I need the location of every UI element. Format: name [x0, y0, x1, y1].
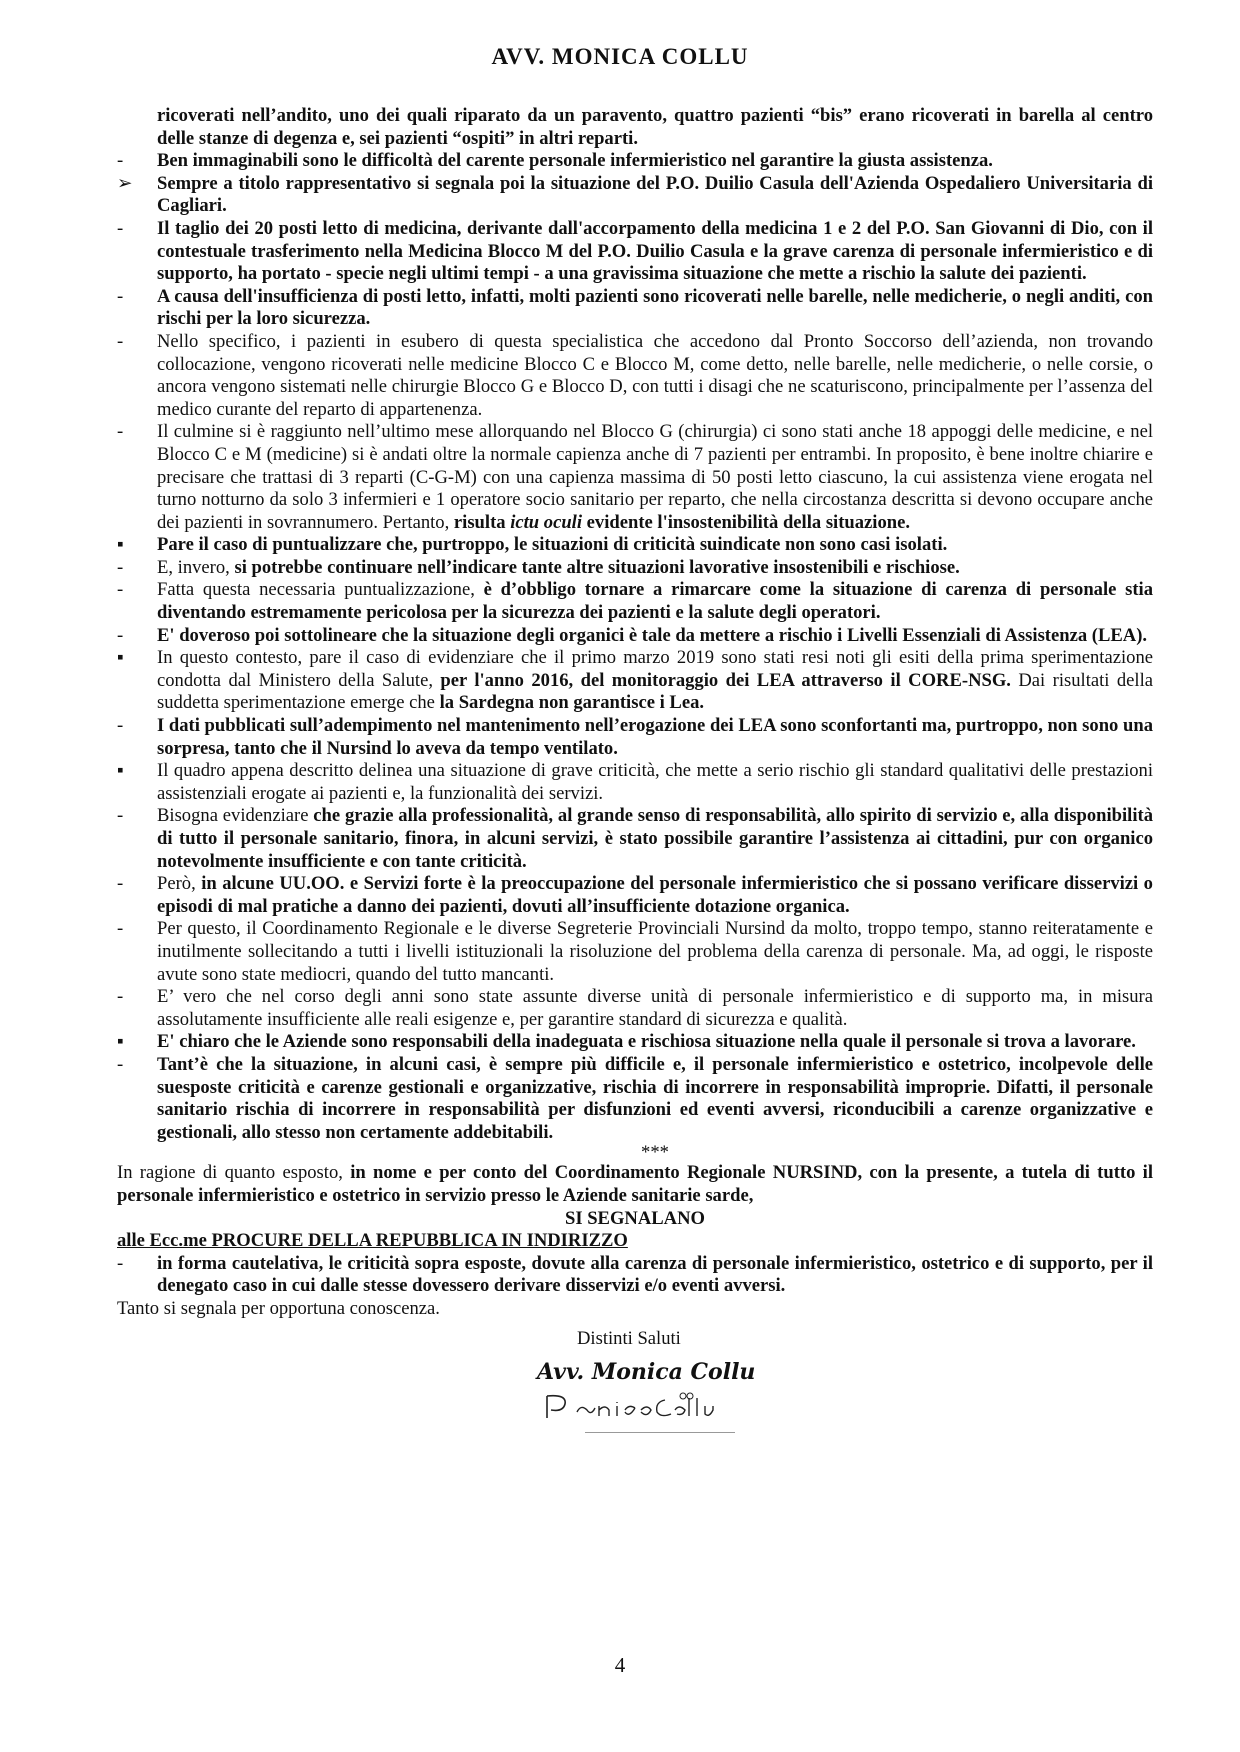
text-segment: E’ vero che nel corso degli anni sono state assunte diverse unità di personale infermieristico e di supporto ma, in misura assolutamente insufficiente alle reali esigenze e, per garantire standard di sicurezza e qualità. [157, 986, 1153, 1030]
bullet-marker: ▪ [117, 647, 124, 669]
bullet-marker: - [117, 986, 124, 1008]
signature-name: Avv. Monica Collu [537, 1359, 756, 1386]
text-segment: Il quadro appena descritto delinea una situazione di grave criticità, che mette a serio rischio gli standard qualitativi delle prestazioni assistenziali erogate ai pazienti e, la funzionalità dei servizi. [157, 760, 1153, 804]
list-item [117, 625, 1153, 648]
text-segment: Per questo, il Coordinamento Regionale e le diverse Segreterie Provinciali Nursind da molto, troppo tempo, stanno reiteratamente e inutilmente sollecitando a tutti i livelli istituzionali la risoluzione del problema della carenza di personale. Ma, ad oggi, le risposte avute sono state mediocri, quando del tutto mancanti. [157, 918, 1153, 985]
final-list-item [117, 1253, 1153, 1298]
list-item [117, 579, 1153, 624]
bullet-marker: - [117, 715, 124, 737]
bullet-marker: - [117, 873, 124, 895]
list-item [117, 1054, 1153, 1144]
text-segment: che grazie alla professionalità, al grande senso di responsabilità, allo spirito di servizio e, alla disponibilità di tutto il personale sanitario, finora, in alcuni servizi, è stato possibile garantire l’assistenza ai cittadini, pur con organico notevolmente insufficiente e con tante criticità. [157, 805, 1153, 872]
salutation: Distinti Saluti [577, 1328, 681, 1350]
text-segment: In questo contesto, pare il caso di evidenziare che il primo marzo 2019 sono stati resi noti gli esiti della prima sperimentazione condotta dal Ministero della Salute, [157, 647, 1153, 691]
list-item [117, 534, 1153, 557]
page-number: 4 [614, 1653, 626, 1677]
bullet-marker: - [117, 150, 124, 172]
text-segment: Nello specifico, i pazienti in esubero di questa specialistica che accedono dal Pronto Soccorso dell’azienda, non trovando collocazione, vengono ricoverati nelle medicine Blocco C e Blocco M, come detto, nelle barelle, nelle medicherie, o nelle corsie, o ancora vengono sistemati nelle chirurgie Blocco G e Blocco D, con tutti i disagi che ne scaturiscono, principalmente per l’assenza del medico curante del reparto di appartenenza. [157, 330, 1153, 420]
text-segment: Sempre a titolo rappresentativo si segnala poi la situazione del P.O. Duilio Casula dell'Azienda Ospedaliero Universitaria di Cagliari. [157, 172, 1153, 217]
list-item [117, 150, 1153, 173]
closing-paragraph [117, 1162, 1153, 1207]
bullet-marker: - [117, 217, 124, 239]
text-segment: ricoverati nell’andito, uno dei quali riparato da un paravento, quattro pazienti “bis” erano ricoverati in barella al centro delle stanze di degenza e, sei pazienti “ospiti” in altri reparti. [157, 105, 1153, 149]
list-item [117, 715, 1153, 760]
text-segment: ictu oculi [510, 511, 583, 533]
text-segment: I dati pubblicati sull’adempimento nel mantenimento nell’erogazione dei LEA sono sconfortanti ma, purtroppo, non sono una sorpresa, tanto che il Nursind lo aveva da tempo ventilato. [157, 715, 1153, 759]
bullet-marker: - [117, 1053, 124, 1075]
list-item [117, 647, 1153, 715]
list-item [117, 173, 1153, 218]
text-segment: la Sardegna non garantisce i Lea. [439, 692, 705, 714]
bullet-marker: - [117, 579, 124, 601]
handwritten-signature [537, 1388, 1153, 1431]
list-item [117, 805, 1153, 873]
bullet-marker: - [117, 330, 124, 352]
bullet-marker: ➢ [117, 172, 133, 194]
text-segment: in nome e per conto del Coordinamento Regionale NURSIND, con la presente, a tutela di tutto il personale infermieristico e ostetrico in servizio presso le Aziende sanitarie sarde, [117, 1162, 1154, 1206]
text-segment: Bisogna evidenziare [157, 805, 314, 827]
recipient-line: alle Ecc.me PROCURE DELLA REPUBBLICA IN INDIRIZZO [117, 1230, 628, 1252]
bullet-marker: ▪ [117, 760, 124, 782]
text-segment: evidente l'insostenibilità della situazione. [582, 511, 911, 533]
text-segment: risulta [453, 511, 511, 533]
list-item [117, 986, 1153, 1031]
text-segment: si potrebbe continuare nell’indicare tante altre situazioni lavorative insostenibili e rischiose. [234, 556, 960, 578]
list-item [117, 873, 1153, 918]
bullet-marker: - [117, 421, 124, 443]
text-segment: E, invero, [157, 556, 235, 578]
text-segment: Il taglio dei 20 posti letto di medicina, derivante dall'accorpamento della medicina 1 e 2 del P.O. San Giovanni di Dio, con il contestuale trasferimento nella Medicina Blocco M del P.O. Duilio Casula e la grave carenza di personale infermieristico e di supporto, ha portato - specie negli ultimi tempi - a una gravissima situazione che mette a rischio la salute dei pazienti. [157, 217, 1153, 285]
bullet-marker: - [117, 624, 124, 646]
text-segment: In ragione di quanto esposto, [117, 1162, 351, 1184]
text-segment: in forma cautelativa, le criticità sopra esposte, dovute alla carenza di personale infermieristico, ostetrico e di supporto, per il denegato caso in cui dalle stesse dovessero derivare disservizi e/o eventi avversi. [157, 1252, 1153, 1297]
document-body [117, 105, 1153, 1433]
bullet-marker: - [117, 805, 124, 827]
list-item [117, 105, 1153, 150]
section-separator: *** [641, 1142, 669, 1164]
list-item [117, 421, 1153, 534]
list-item [117, 760, 1153, 805]
text-segment: Pare il caso di puntualizzare che, purtroppo, le situazioni di criticità suindicate non sono casi isolati. [157, 534, 948, 556]
list-item [117, 1031, 1153, 1054]
text-segment: Però, [157, 873, 202, 895]
text-segment: E' chiaro che le Aziende sono responsabili della inadeguata e rischiosa situazione nella quale il personale si trova a lavorare. [157, 1031, 1136, 1053]
bullet-marker: - [117, 285, 124, 307]
text-segment: Ben immaginabili sono le difficoltà del carente personale infermieristico nel garantire la giusta assistenza. [157, 150, 993, 172]
text-segment: E' doveroso poi sottolineare che la situazione degli organici è tale da mettere a rischio i Livelli Essenziali di Assistenza (LEA). [157, 624, 1148, 646]
bullet-marker: ▪ [117, 534, 124, 556]
signature-svg [537, 1388, 737, 1424]
bullet-marker: ▪ [117, 1031, 124, 1053]
signature-underline [585, 1432, 735, 1433]
list-item [117, 218, 1153, 286]
text-segment: per l'anno 2016, del monitoraggio dei LEA attraverso il CORE-NSG. [440, 669, 1011, 691]
list-item [117, 331, 1153, 421]
list-item [117, 557, 1153, 580]
bullet-marker: - [117, 556, 124, 578]
text-segment: Dai risultati della suddetta sperimentazione emerge che [157, 669, 1154, 714]
list-item [117, 286, 1153, 331]
si-segnalano-heading: SI SEGNALANO [564, 1207, 705, 1229]
list-item [117, 918, 1153, 986]
bullet-marker: - [117, 1252, 124, 1274]
text-segment: in alcune UU.OO. e Servizi forte è la preoccupazione del personale infermieristico che si possano verificare disservizi o episodi di mal pratiche a danno dei pazienti, dovuti all’insufficiente dotazione organica. [157, 873, 1153, 917]
text-segment: A causa dell'insufficienza di posti letto, infatti, molti pazienti sono ricoverati nelle barelle, nelle medicherie, o negli anditi, con rischi per la loro sicurezza. [157, 285, 1153, 330]
text-segment: Tant’è che la situazione, in alcuni casi, è sempre più difficile e, il personale infermieristico e ostetrico, incolpevole delle suesposte criticità e carenze gestionali e organizzative, rischia di incorrere in responsabilità improprie. Difatti, il personale sanitario rischia di incorrere in responsabilità per disfunzioni ed eventi avversi, riconducibili a carenze organizzative e gestionali, allo stesso non certamente addebitabili. [157, 1053, 1153, 1143]
letterhead-title: AVV. MONICA COLLU [491, 44, 749, 69]
item-list [117, 105, 1153, 1144]
tanto-line: Tanto si segnala per opportuna conoscenza. [117, 1297, 440, 1319]
text-segment: Il culmine si è raggiunto nell’ultimo mese allorquando nel Blocco G (chirurgia) ci sono stati anche 18 appoggi delle medicine, e nel Blocco C e M (medicine) si è andati oltre la normale capienza anche di 7 pazienti per entrambi. In proposito, è bene inoltre chiarire e precisare che trattasi di 3 reparti (C-G-M) con una capienza massima di 50 posti letto ciascuno, la cui assistenza viene erogata nel turno notturno da solo 3 infermieri e 1 operatore socio sanitario per reparto, che nella circostanza descritta si devono occupare anche dei pazienti in sovrannumero. Pertanto, [157, 421, 1153, 533]
text-segment: è d’obbligo tornare a rimarcare come la situazione di carenza di personale stia diventando estremamente pericolosa per la sicurezza dei pazienti e la salute degli operatori. [157, 579, 1153, 624]
text-segment: Fatta questa necessaria puntualizzazione, [157, 579, 484, 601]
bullet-marker: - [117, 918, 124, 940]
